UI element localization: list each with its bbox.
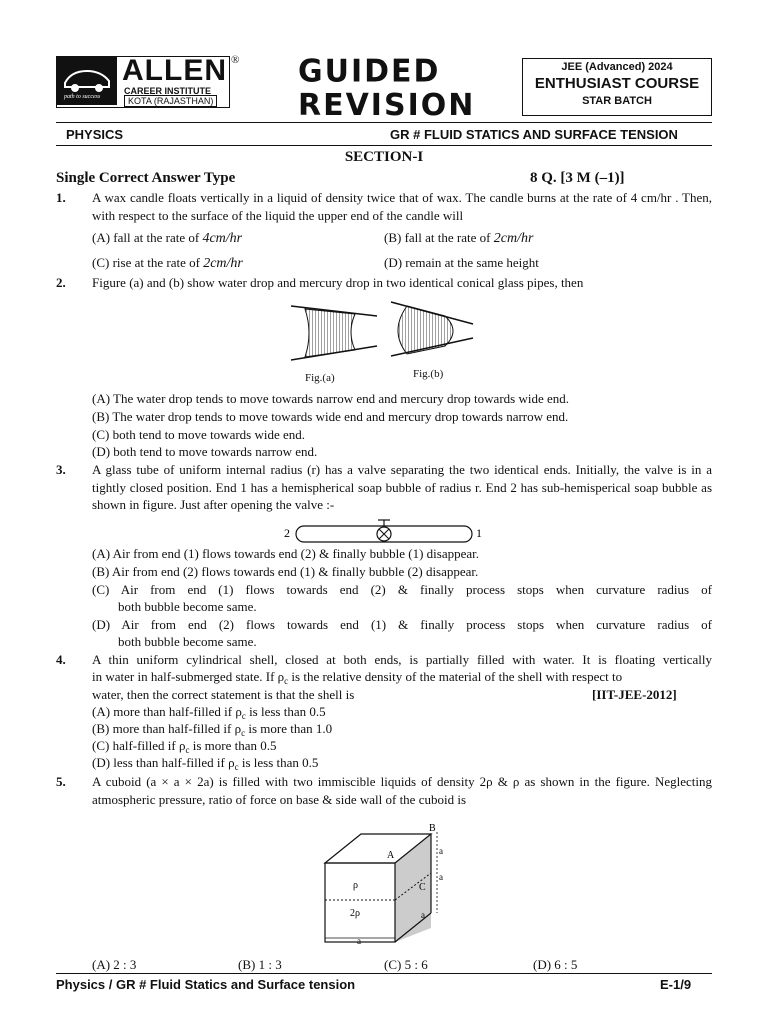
q5-option-d: (D) 6 : 5 [533, 957, 578, 972]
course-exam: JEE (Advanced) 2024 [561, 61, 673, 73]
q5-option-a: (A) 2 : 3 [92, 957, 137, 972]
q3-number: 3. [56, 462, 66, 477]
q3-option-d-cont: both bubble become same. [118, 634, 257, 649]
q2-option-d: (D) both tend to move towards narrow end. [92, 444, 318, 459]
q3-option-c-cont: both bubble become same. [118, 599, 257, 614]
fig-b-mercury-drop [398, 306, 453, 354]
q2-text: Figure (a) and (b) show water drop and mercury drop in two identical conical glass pipes, then [92, 275, 584, 290]
q4-number: 4. [56, 652, 66, 667]
q1-option-b: (B) fall at the rate of 2cm/hr [384, 230, 534, 246]
q1-option-d: (D) remain at the same height [384, 255, 539, 270]
fig-label-C: C [419, 882, 426, 893]
q2-option-b: (B) The water drop tends to move towards wide end and mercury drop towards narrow end. [92, 409, 569, 424]
q3-end1-label: 1 [476, 526, 482, 540]
chapter-label: GR # FLUID STATICS AND SURFACE TENSION [390, 127, 678, 142]
fig-a-water-drop [305, 309, 355, 357]
q1-option-a: (A) fall at the rate of 4cm/hr [92, 230, 243, 246]
fig-label-2rho: 2ρ [350, 908, 360, 919]
q2-option-a: (A) The water drop tends to move towards narrow end and mercury drop towards wide end. [92, 391, 570, 406]
header-rule-bottom [56, 145, 712, 146]
q2-fig-a-label: Fig.(a) [305, 372, 335, 384]
q5-option-b: (B) 1 : 3 [238, 957, 282, 972]
q3-option-b: (B) Air from end (2) flows towards end (1) & finally bubble (2) disappear. [92, 564, 479, 579]
q5-number: 5. [56, 774, 66, 789]
subject-label: PHYSICS [66, 127, 124, 142]
q3-option-c: (C) Air from end (1) flows towards end (2) & finally process stops when curvature radius of [92, 582, 712, 597]
q2-option-c: (C) both tend to move towards wide end. [92, 427, 306, 442]
header-rule-top [56, 122, 712, 123]
q3-option-d: (D) Air from end (2) flows towards end (1) & finally process stops when curvature radius of [92, 617, 712, 632]
q3-end2-label: 2 [284, 526, 290, 540]
fig-label-a-base: a [357, 936, 361, 946]
logo-location: KOTA (RAJASTHAN) [124, 95, 217, 107]
q5-option-c: (C) 5 : 6 [384, 957, 428, 972]
section-title: SECTION-I [344, 149, 424, 165]
q1-option-c: (C) rise at the rate of 2cm/hr [92, 255, 243, 271]
q4-line3: water, then the correct statement is that the shell is [92, 687, 355, 702]
fig-label-a-upper: a [439, 846, 443, 856]
q1-text: A wax candle floats vertically in a liquid of density twice that of wax. The candle burns at the rate of 4 cm/hr . Then, with respect to the surface of the liquid the upper end of the candle will [92, 190, 712, 223]
q4-line1: A thin uniform cylindrical shell, closed at both ends, is partially filled with water. It is floating vertically [92, 652, 712, 667]
q4-line2: in water in half-submerged state. If $\rho_c$ is the relative density of the material of the shell with respect to [92, 669, 623, 686]
q4-option-b: (B) more than half-filled if $\rho_c$ is more than 1.0 [92, 721, 333, 738]
cuboid-front-face [325, 863, 395, 942]
logo-subtitle: CAREER INSTITUTE [124, 86, 212, 96]
fig-label-B: B [429, 823, 436, 834]
title-line2: REVISION [298, 88, 476, 123]
logo-tagline: path to success [64, 94, 101, 100]
fig-label-A: A [387, 850, 395, 861]
fig-label-a-depth: a [421, 910, 425, 920]
q4-option-a: (A) more than half-filled if $\rho_c$ is less than 0.5 [92, 704, 326, 721]
q3-option-a: (A) Air from end (1) flows towards end (2) & finally bubble (1) disappear. [92, 546, 480, 561]
q4-option-d: (D) less than half-filled if $\rho_c$ is less than 0.5 [92, 755, 319, 772]
title-line1: GUIDED [298, 53, 441, 90]
q2-fig-b-label: Fig.(b) [413, 368, 444, 380]
q1-number: 1. [56, 190, 66, 205]
q3-tube-figure [280, 518, 490, 548]
course-name: ENTHUSIAST COURSE [534, 75, 700, 92]
course-batch: STAR BATCH [582, 95, 652, 107]
marking-scheme: 8 Q. [3 M (–1)] [530, 170, 625, 186]
q4-option-c: (C) half-filled if $\rho_c$ is more than 0.5 [92, 738, 277, 755]
q5-cuboid-figure [315, 818, 455, 948]
footer-rule [56, 973, 712, 974]
logo-name: ALLEN [122, 54, 227, 87]
q3-text: A glass tube of uniform internal radius (r) has a valve separating the two identical ends. Initially, the valve is in a tightly closed position. End 1 has a hemispherical soap bubble of radius r. End 2 has sub-hemisperical soap bubble as shown in figure. Just after opening the valve :- [92, 462, 712, 512]
footer-chapter: Physics / GR # Fluid Statics and Surface tension [56, 977, 356, 992]
fig-label-rho: ρ [353, 880, 358, 891]
q2-number: 2. [56, 275, 66, 290]
q4-reference: [IIT-JEE-2012] [592, 687, 677, 702]
answer-type: Single Correct Answer Type [56, 170, 236, 186]
logo-registered: ® [231, 54, 240, 66]
fig-label-a-lower: a [439, 872, 443, 882]
footer-page-number: E-1/9 [660, 977, 692, 992]
course-box [522, 58, 712, 116]
q5-text: A cuboid (a × a × 2a) is filled with two immiscible liquids of density 2ρ & ρ as shown in the figure. Neglecting atmospheric pressure, ratio of force on base & side wall of the cuboid is [92, 774, 712, 807]
